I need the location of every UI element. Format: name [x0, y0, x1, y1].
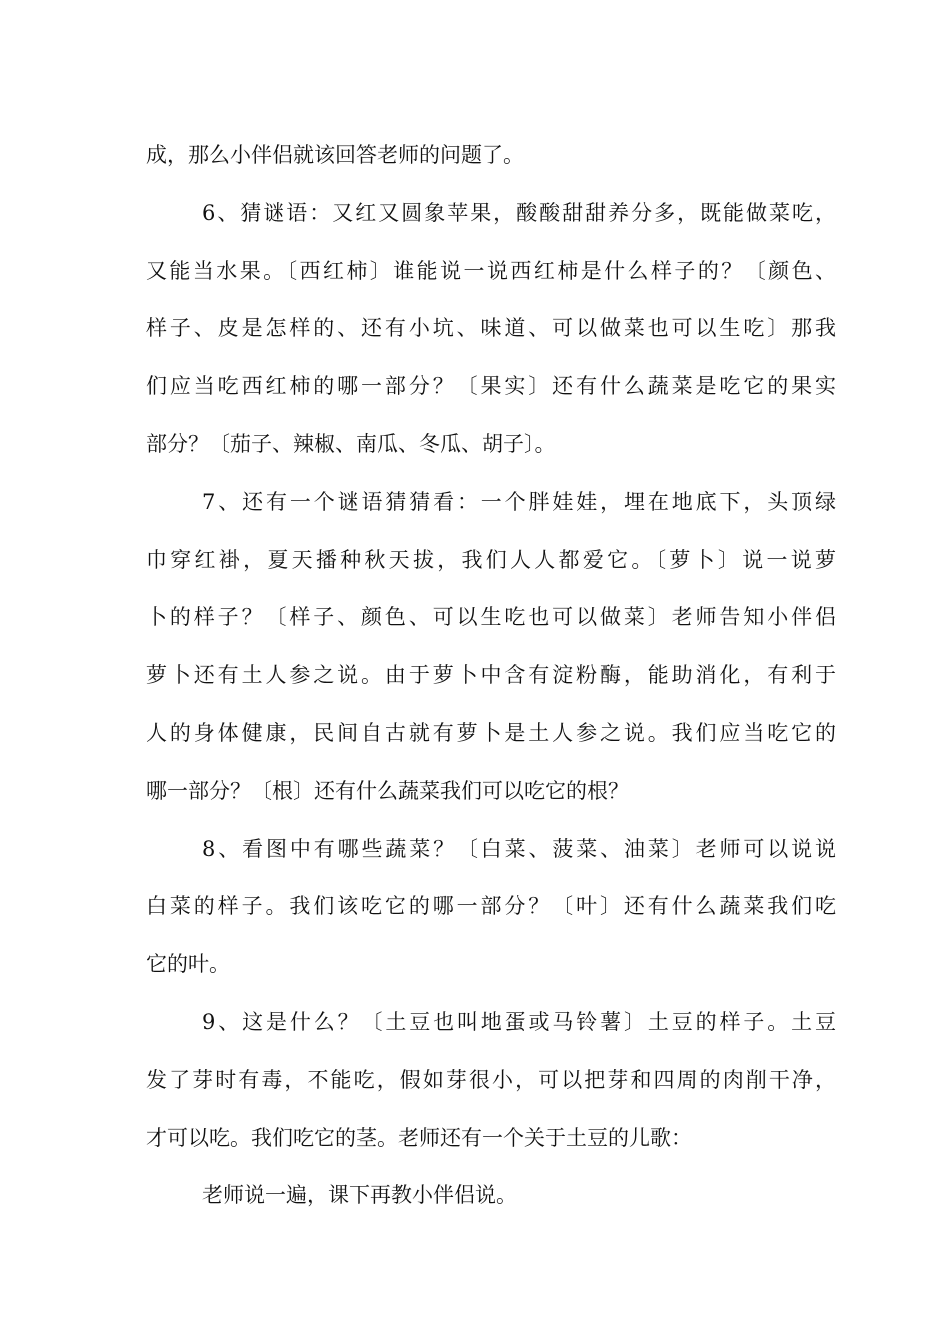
text-line: 卜的样子？〔样子、颜色、可以生吃也可以做菜〕老师告知小伴侣 — [146, 605, 836, 630]
text-line: 哪一部分？〔根〕还有什么蔬菜我们可以吃它的根？ — [146, 778, 629, 803]
text-line: 萝卜还有土人参之说。由于萝卜中含有淀粉酶，能助消化，有利于 — [146, 663, 836, 688]
text-line: 部分？〔茄子、辣椒、南瓜、冬瓜、胡子〕。 — [146, 431, 556, 456]
text-line: 发了芽时有毒，不能吃，假如芽很小，可以把芽和四周的肉削干净， — [146, 1067, 836, 1092]
text-line: 9、这是什么？〔土豆也叫地蛋或马铃薯〕土豆的样子。土豆 — [202, 1009, 836, 1034]
text-line: 样子、皮是怎样的、还有小坑、味道、可以做菜也可以生吃〕那我 — [146, 316, 836, 341]
text-line: 白菜的样子。我们该吃它的哪一部分？〔叶〕还有什么蔬菜我们吃 — [146, 894, 836, 919]
text-line: 它的叶。 — [146, 952, 230, 977]
text-line: 成，那么小伴侣就该回答老师的问题了。 — [146, 143, 524, 167]
text-line: 巾穿红褂，夏天播种秋天拔，我们人人都爱它。〔萝卜〕说一说萝 — [146, 547, 836, 572]
body-text — [146, 127, 836, 1225]
text-line: 6、猜谜语：又红又圆象苹果，酸酸甜甜养分多，既能做菜吃， — [202, 200, 836, 225]
text-line: 8、看图中有哪些蔬菜？〔白菜、菠菜、油菜〕老师可以说说 — [202, 836, 836, 861]
text-line: 老师说一遍，课下再教小伴侣说。 — [202, 1183, 517, 1208]
text-line: 才可以吃。我们吃它的茎。老师还有一个关于土豆的儿歌： — [146, 1125, 692, 1150]
text-line: 7、还有一个谜语猜猜看：一个胖娃娃，埋在地底下，头顶绿 — [202, 489, 836, 514]
text-line: 们应当吃西红柿的哪一部分？〔果实〕还有什么蔬菜是吃它的果实 — [146, 374, 836, 399]
text-line: 人的身体健康，民间自古就有萝卜是土人参之说。我们应当吃它的 — [146, 720, 836, 745]
text-line: 又能当水果。〔西红柿〕谁能说一说西红柿是什么样子的？〔颜色、 — [146, 258, 836, 283]
